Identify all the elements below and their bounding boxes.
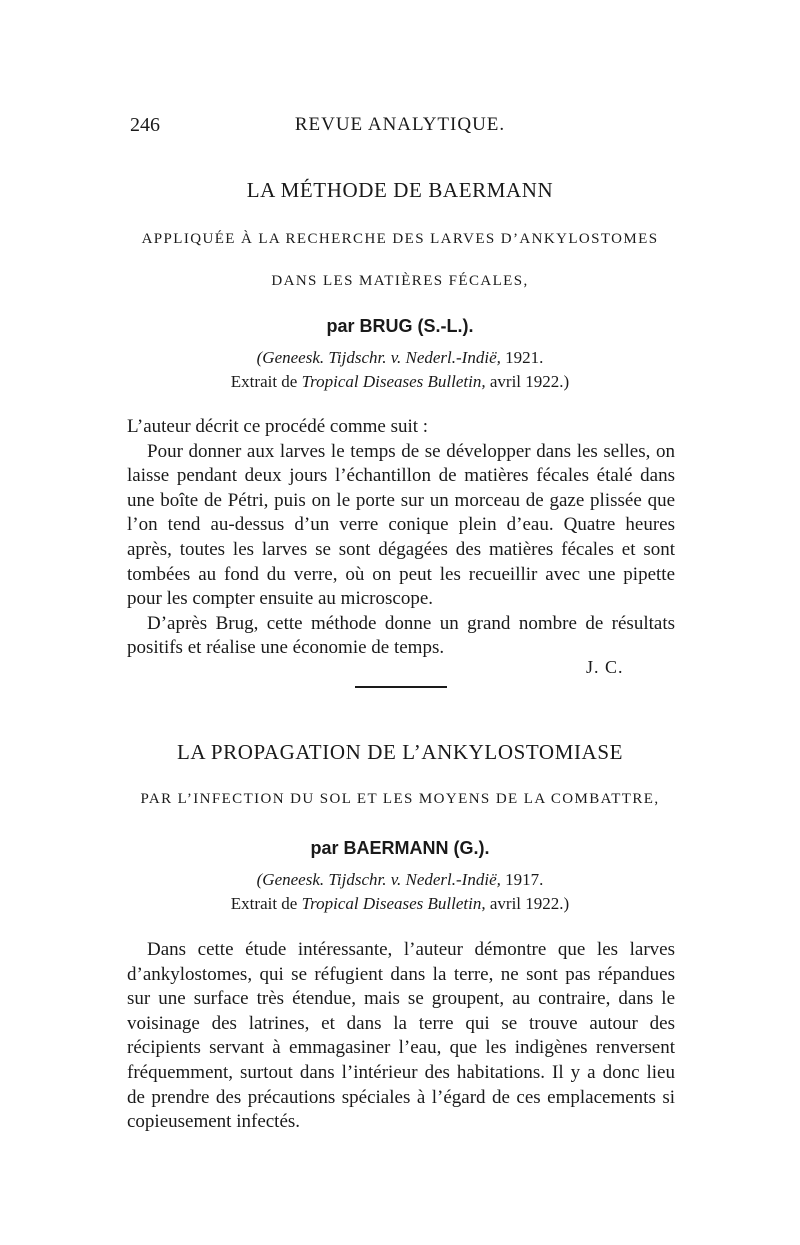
article2-citation-line-2 [0,894,800,914]
article1-subtitle-1: APPLIQUÉE À LA RECHERCHE DES LARVES D’ANKYLOSTOMES [141,231,659,247]
article1-paragraph-2: Pour donner aux larves le temps de se développer dans les selles, on laisse pendant deux jours l’échantillon de matières fécales étalé dans une boîte de Pétri, puis on le porte sur un morceau de gaze plissée que l’on tend au-dessus d’un verre conique plein d’eau. Quatre heures après, toutes les larves se sont dégagées des matières fécales et sont tombées au fond du verre, où on peut les recueillir avec une pipette pour les compter ensuite au microscope. [127,440,675,610]
article1-cite-bulletin: Tropical Diseases Bulletin, [301,372,486,391]
article2-cite-bulletin: Tropical Diseases Bulletin, [301,894,486,913]
article2-paragraph: Dans cette étude intéressante, l’auteur démontre que les larves d’ankylostomes, qui se réfugient dans la terre, ne sont pas répandues sur une surface très étendue, mais se groupent, au contraire, dans le voisinage des latrines, et dans la terre qui se trouve autour des récipients servant à emmagasiner l’eau, que les indigènes renversent fréquemment, surtout dans l’intérieur des habitations. Il y a donc lieu de prendre des précautions spéciales à l’égard de ces emplacements si copieusement infectés. [127,939,675,1133]
article1-cite-extract: Extrait de [230,372,298,391]
page-number: 246 [130,114,160,136]
article1-paragraph-1: L’auteur décrit ce procédé comme suit : [127,416,429,437]
article2-subtitle: PAR L’INFECTION DU SOL ET LES MOYENS DE LA COMBATTRE, [140,791,660,807]
article2-body [127,938,675,1135]
article1-signature: J. C. [586,657,624,677]
article2-citation-line-1 [0,870,800,890]
article1-subtitle-2: DANS LES MATIÈRES FÉCALES, [271,273,529,289]
article1-title: LA MÉTHODE DE BAERMANN [246,178,554,202]
article1-cite-year: 1921. [505,348,544,367]
running-title: REVUE ANALYTIQUE. [294,114,506,135]
article1-author: par BRUG (S.-L.). [326,316,474,336]
article1-citation-line-1 [0,348,800,368]
article2-cite-extract: Extrait de [230,894,298,913]
article1-body [127,415,675,661]
article2-cite-year: 1917. [505,870,544,889]
article2-title: LA PROPAGATION DE L’ANKYLOSTOMIASE [176,740,624,764]
article1-citation-line-2 [0,372,800,392]
section-divider [355,686,447,688]
article1-cite-date: avril 1922.) [489,372,570,391]
article2-author: par BAERMANN (G.). [310,838,490,858]
article2-cite-date: avril 1922.) [489,894,570,913]
article2-cite-journal: (Geneesk. Tijdschr. v. Nederl.-Indië, [256,870,501,889]
article1-cite-journal: (Geneesk. Tijdschr. v. Nederl.-Indië, [256,348,501,367]
article1-paragraph-3: D’après Brug, cette méthode donne un grand nombre de résultats positifs et réalise une économie de temps. [127,612,675,659]
